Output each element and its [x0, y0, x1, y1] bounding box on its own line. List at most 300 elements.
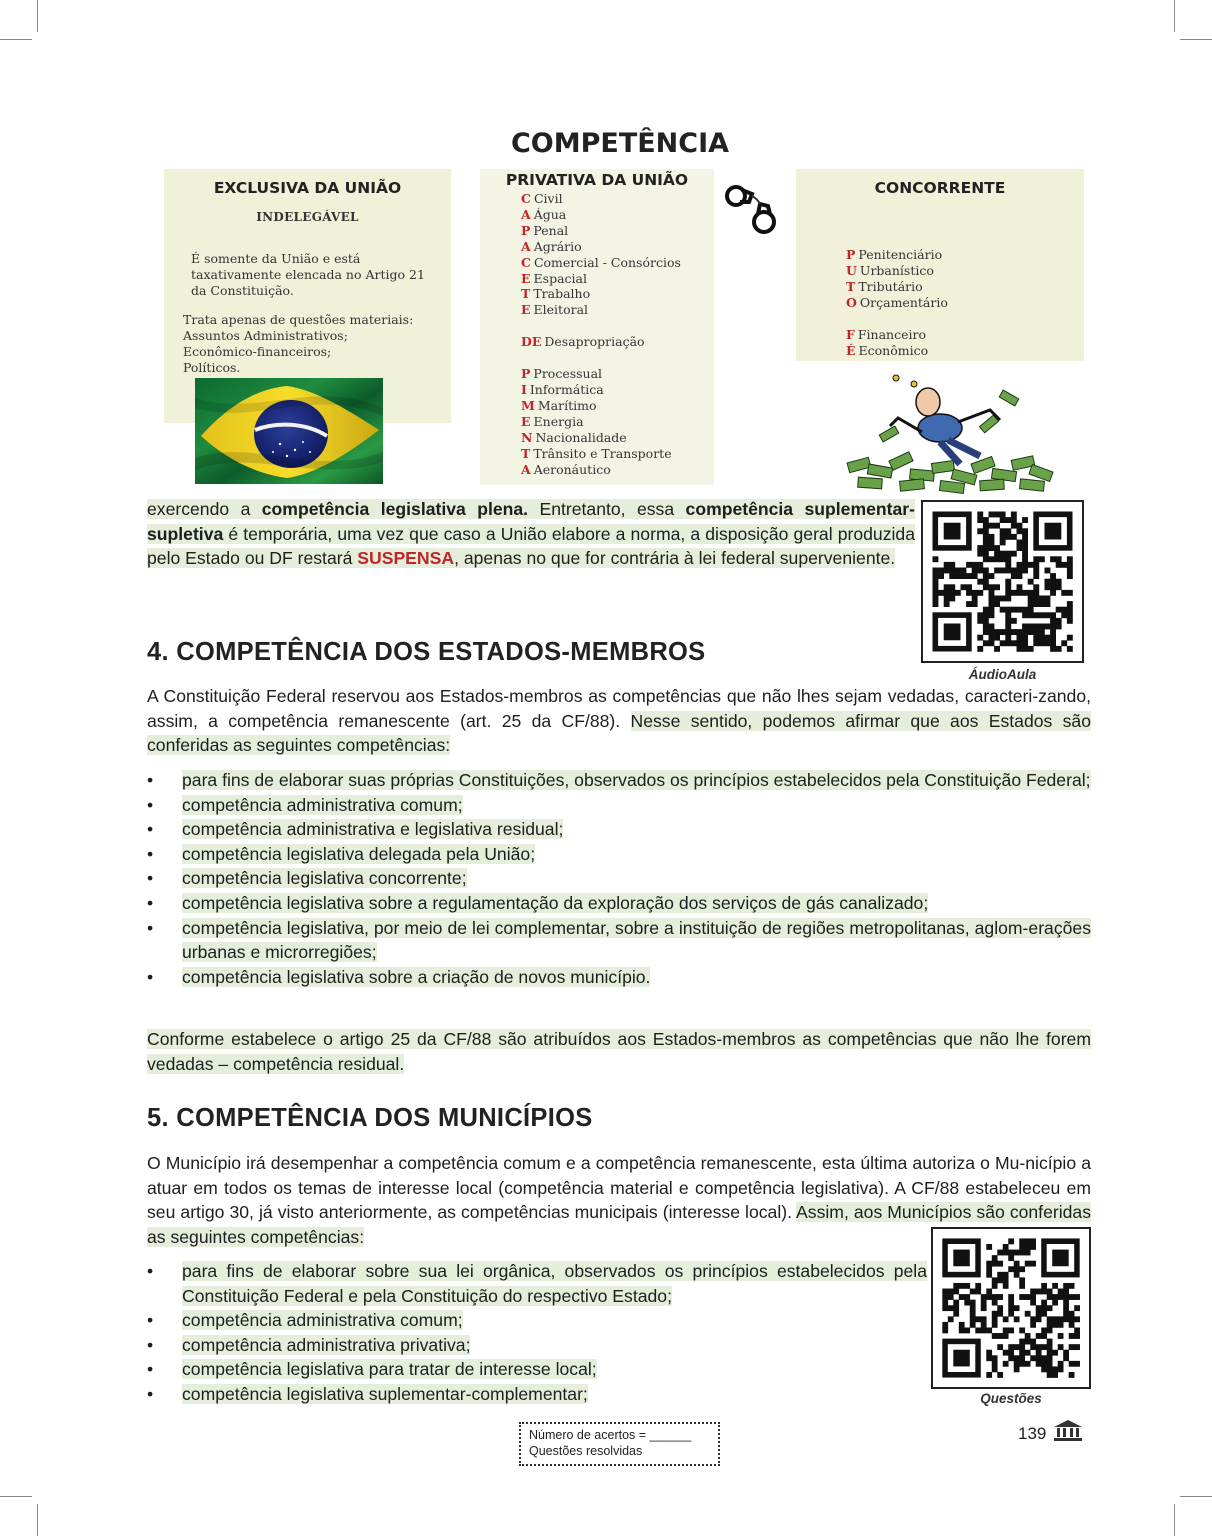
- qr-module: [986, 1266, 992, 1272]
- qr-module: [1033, 612, 1039, 618]
- qr-module: [992, 1294, 998, 1300]
- qr-module: [1036, 1333, 1042, 1339]
- list-item: [147, 1259, 927, 1308]
- audioaula-qr-code[interactable]: [921, 500, 1084, 663]
- qr-module: [983, 545, 989, 551]
- qr-module: [1069, 1333, 1075, 1339]
- qr-module: [933, 573, 939, 579]
- qr-module: [942, 1305, 948, 1311]
- acronym-item: [521, 302, 714, 318]
- qr-module: [1056, 618, 1062, 624]
- qr-module: [986, 1372, 992, 1378]
- qr-module: [1045, 584, 1051, 590]
- acronym-text: Financeiro: [857, 326, 926, 342]
- qr-module: [1061, 607, 1067, 613]
- qr-module: [983, 629, 989, 635]
- qr-module: [1047, 1350, 1053, 1356]
- qr-module: [1050, 629, 1056, 635]
- qr-module: [1025, 1350, 1031, 1356]
- qr-module: [1056, 624, 1062, 630]
- qr-module: [977, 635, 983, 641]
- qr-module: [1022, 551, 1028, 557]
- qr-module: [1069, 1372, 1075, 1378]
- qr-module: [1014, 1366, 1020, 1372]
- qr-module: [1067, 590, 1073, 596]
- qr-module: [1003, 1272, 1009, 1278]
- qr-module: [1056, 584, 1062, 590]
- qr-module: [989, 612, 995, 618]
- acronym-letter: E: [521, 302, 531, 318]
- qr-module: [1003, 1333, 1009, 1339]
- qr-module: [1041, 1305, 1047, 1311]
- qr-module: [1063, 1355, 1069, 1361]
- acronym-letter: O: [846, 294, 857, 310]
- acronym-text: Penal: [533, 222, 569, 238]
- qr-module: [983, 528, 989, 534]
- qr-module: [977, 590, 983, 596]
- qr-module: [1003, 1361, 1009, 1367]
- qr-module: [964, 1294, 970, 1300]
- infographic-title: COMPETÊNCIA: [510, 128, 730, 159]
- qr-module: [1000, 568, 1006, 574]
- qr-module: [1050, 612, 1056, 618]
- privativa-panel: [480, 169, 714, 485]
- qr-module: [1039, 601, 1045, 607]
- trata-line: Econômico-financeiros;: [183, 344, 332, 359]
- qr-module: [1030, 1355, 1036, 1361]
- qr-module: [1011, 629, 1017, 635]
- qr-module: [994, 635, 1000, 641]
- acronym-text: Aeronáutico: [533, 461, 611, 477]
- qr-module: [1063, 1305, 1069, 1311]
- qr-module: [1036, 1305, 1042, 1311]
- qr-module: [1063, 1316, 1069, 1322]
- qr-module: [1041, 1333, 1047, 1339]
- qr-module: [1014, 1266, 1020, 1272]
- qr-module: [997, 1372, 1003, 1378]
- qr-module: [1022, 528, 1028, 534]
- qr-module: [1022, 562, 1028, 568]
- acronym-item: [521, 239, 714, 255]
- qr-module: [983, 640, 989, 646]
- qr-module: [1019, 1350, 1025, 1356]
- acronym-text: Comercial - Consórcios: [533, 254, 681, 270]
- acronym-text: Econômico: [858, 342, 929, 358]
- qr-module: [964, 1300, 970, 1306]
- qr-module: [1011, 534, 1017, 540]
- qr-module: [1025, 1311, 1031, 1317]
- qr-module: [986, 1294, 992, 1300]
- acronym-text: Processual: [533, 366, 603, 382]
- acronym-text: Marítimo: [537, 397, 597, 413]
- qr-module: [1033, 562, 1039, 568]
- qr-module: [972, 562, 978, 568]
- list-item-text: competência legislativa, por meio de lei complementar, sobre a instituição de regiões metropolitanas, aglom-erações urbanas e microrregiões;: [182, 917, 1091, 963]
- acronym-letter: A: [521, 206, 531, 222]
- qr-module: [1014, 1344, 1020, 1350]
- qr-module: [1045, 579, 1051, 585]
- list-item: [147, 793, 1091, 818]
- qr-module: [1019, 1327, 1025, 1333]
- qr-module: [1017, 629, 1023, 635]
- qr-module: [1074, 1316, 1080, 1322]
- qr-module: [959, 1294, 965, 1300]
- qr-module: [986, 1289, 992, 1295]
- qr-module: [1005, 640, 1011, 646]
- qr-module: [1017, 646, 1023, 652]
- concorrente-list: [846, 247, 1084, 358]
- qr-module: [1033, 590, 1039, 596]
- qr-module: [1045, 596, 1051, 602]
- qr-module: [1005, 590, 1011, 596]
- qr-module: [1052, 1300, 1058, 1306]
- trata-line: Políticos.: [183, 360, 241, 375]
- qr-module: [989, 640, 995, 646]
- qr-module: [986, 1261, 992, 1267]
- qr-module: [1041, 1355, 1047, 1361]
- qr-module: [1005, 568, 1011, 574]
- book-logo-icon: [1052, 1418, 1084, 1442]
- acronym-letter: C: [521, 191, 531, 206]
- qr-module: [938, 573, 944, 579]
- qr-module: [983, 568, 989, 574]
- qr-module: [972, 590, 978, 596]
- qr-module: [983, 517, 989, 523]
- section-5-heading: 5. COMPETÊNCIA DOS MUNICÍPIOS: [147, 1104, 593, 1132]
- qr-module: [1074, 1333, 1080, 1339]
- qr-module: [966, 584, 972, 590]
- qr-module: [964, 1283, 970, 1289]
- qr-module: [986, 1244, 992, 1250]
- qr-module: [1017, 562, 1023, 568]
- qr-module: [1000, 629, 1006, 635]
- qr-module: [1003, 1277, 1009, 1283]
- qr-module: [972, 568, 978, 574]
- qr-module: [1067, 618, 1073, 624]
- list-item-text: competência legislativa sobre a criação de novos município.: [182, 966, 651, 987]
- qr-module: [1022, 607, 1028, 613]
- list-item: [147, 842, 1091, 867]
- qr-module: [1036, 1350, 1042, 1356]
- qr-module: [997, 1261, 1003, 1267]
- acronym-text: Agrário: [533, 238, 582, 254]
- qr-module: [986, 1272, 992, 1278]
- crop-mark: [0, 39, 32, 40]
- acronym-text: Informática: [529, 382, 604, 398]
- qr-module: [1003, 1316, 1009, 1322]
- qr-module: [1036, 1361, 1042, 1367]
- qr-module: [986, 1355, 992, 1361]
- qr-module: [1067, 635, 1073, 641]
- acronym-item: [521, 223, 714, 239]
- suspensa-highlight: SUSPENSA: [357, 548, 455, 569]
- qr-module: [944, 601, 950, 607]
- qr-module: [994, 512, 1000, 518]
- qr-module: [1011, 551, 1017, 557]
- qr-module: [1069, 1311, 1075, 1317]
- qr-module: [1028, 607, 1034, 613]
- qr-module: [1019, 1266, 1025, 1272]
- qr-module: [959, 1283, 965, 1289]
- qr-module: [944, 596, 950, 602]
- qr-module: [1000, 596, 1006, 602]
- qr-module: [989, 624, 995, 630]
- qr-module: [983, 573, 989, 579]
- acronym-letter: M: [521, 397, 535, 413]
- qr-module: [1005, 528, 1011, 534]
- acronym-item: [521, 462, 714, 478]
- qr-module: [959, 1327, 965, 1333]
- qr-module: [949, 596, 955, 602]
- acronym-letter: P: [521, 222, 531, 238]
- qr-module: [1000, 640, 1006, 646]
- qr-module: [1058, 1333, 1064, 1339]
- list-item: [147, 1333, 927, 1358]
- qr-module: [1052, 1316, 1058, 1322]
- qr-module: [1033, 635, 1039, 641]
- acronym-letter: P: [846, 247, 856, 262]
- qr-module: [994, 584, 1000, 590]
- qr-module: [1000, 528, 1006, 534]
- qr-module: [1050, 640, 1056, 646]
- qr-module: [1008, 1266, 1014, 1272]
- qr-module: [977, 512, 983, 518]
- qr-module: [983, 579, 989, 585]
- qr-module: [1039, 635, 1045, 641]
- qr-module: [1008, 1305, 1014, 1311]
- qr-module: [981, 1305, 987, 1311]
- qr-module: [1030, 1322, 1036, 1328]
- acronym-letter: E: [521, 270, 531, 286]
- qr-module: [1028, 646, 1034, 652]
- qr-module: [1017, 568, 1023, 574]
- qr-module: [1014, 1250, 1020, 1256]
- qr-module: [1058, 1366, 1064, 1372]
- list-item-text: competência legislativa suplementar-complementar;: [182, 1383, 588, 1404]
- qr-module: [1067, 646, 1073, 652]
- qr-module: [955, 568, 961, 574]
- acronym-text: Nacionalidade: [535, 429, 627, 445]
- qr-module: [1017, 545, 1023, 551]
- qr-module: [1067, 601, 1073, 607]
- qr-module: [997, 1294, 1003, 1300]
- qr-module: [983, 551, 989, 557]
- acronym-item: [521, 286, 714, 302]
- qr-module: [1028, 590, 1034, 596]
- crop-mark: [1180, 39, 1212, 40]
- qr-module: [1050, 618, 1056, 624]
- qr-module: [1058, 1289, 1064, 1295]
- audioaula-caption: ÁudioAula: [968, 667, 1037, 682]
- qr-module: [977, 545, 983, 551]
- qr-module: [1041, 1344, 1047, 1350]
- qr-module: [1045, 612, 1051, 618]
- qr-module: [1017, 528, 1023, 534]
- qr-module: [1019, 1294, 1025, 1300]
- qr-module: [992, 1283, 998, 1289]
- page-number: 139: [1018, 1424, 1047, 1443]
- qr-module: [948, 1305, 954, 1311]
- qr-module: [1033, 568, 1039, 574]
- qr-module: [994, 629, 1000, 635]
- qr-module: [1008, 1355, 1014, 1361]
- resolvidas-line: Questões resolvidas: [529, 1444, 643, 1458]
- privativa-list: [521, 191, 714, 478]
- qr-module: [1052, 1350, 1058, 1356]
- qr-module: [1069, 1322, 1075, 1328]
- qr-module: [997, 1305, 1003, 1311]
- qr-module: [1005, 624, 1011, 630]
- qr-module: [955, 590, 961, 596]
- qr-module: [961, 584, 967, 590]
- qr-module: [1014, 1261, 1020, 1267]
- acronym-text: Água: [533, 206, 567, 222]
- acronym-letter: N: [521, 429, 533, 445]
- qr-module: [1039, 612, 1045, 618]
- qr-module: [1052, 1283, 1058, 1289]
- qr-code-icon: [923, 502, 1082, 661]
- qr-module: [972, 601, 978, 607]
- qr-module: [966, 590, 972, 596]
- qr-module: [997, 1344, 1003, 1350]
- qr-module: [1047, 1372, 1053, 1378]
- qr-module: [989, 545, 995, 551]
- qr-module: [977, 568, 983, 574]
- qr-module: [1056, 607, 1062, 613]
- qr-module: [1033, 584, 1039, 590]
- qr-module: [975, 1316, 981, 1322]
- crop-mark: [0, 1496, 32, 1497]
- qr-module: [1033, 629, 1039, 635]
- qr-module: [1063, 1350, 1069, 1356]
- text-span: A Constituição Federal reservou aos Estados-membros as competências que não lhes sejam vedadas, caracteri-zando, assim, a competência remanescente (art. 25 da CF/88).: [147, 686, 1091, 731]
- qr-module: [977, 612, 983, 618]
- qr-module: [953, 1300, 959, 1306]
- qr-module: [1011, 568, 1017, 574]
- qr-module: [949, 584, 955, 590]
- qr-module: [1056, 562, 1062, 568]
- qr-module: [944, 562, 950, 568]
- qr-module: [953, 1283, 959, 1289]
- acronym-letter: A: [521, 238, 531, 254]
- qr-module: [970, 1311, 976, 1317]
- qr-module: [1019, 1344, 1025, 1350]
- questoes-caption: Questões: [980, 1391, 1042, 1406]
- qr-module: [1063, 1289, 1069, 1295]
- qr-module: [948, 1289, 954, 1295]
- qr-module: [992, 1261, 998, 1267]
- questoes-qr-code[interactable]: [931, 1227, 1091, 1389]
- qr-module: [949, 568, 955, 574]
- qr-module: [970, 1289, 976, 1295]
- qr-module: [1005, 635, 1011, 641]
- qr-module: [997, 1277, 1003, 1283]
- qr-module: [1052, 1322, 1058, 1328]
- qr-module: [1008, 1350, 1014, 1356]
- qr-module: [970, 1322, 976, 1328]
- qr-module: [1033, 573, 1039, 579]
- acronym-item: [521, 207, 714, 223]
- qr-module: [1067, 556, 1073, 562]
- qr-module: [1005, 579, 1011, 585]
- qr-module: [942, 1289, 948, 1295]
- qr-module: [994, 601, 1000, 607]
- qr-module: [1022, 517, 1028, 523]
- list-item-text: competência administrativa privativa;: [182, 1334, 471, 1355]
- qr-module: [1058, 1316, 1064, 1322]
- qr-module: [1019, 1339, 1025, 1345]
- qr-module: [1022, 556, 1028, 562]
- highlighted-text: Conforme estabelece o artigo 25 da CF/88 são atribuídos aos Estados-membros as competências que não lhe forem vedadas – competência residual.: [147, 1029, 1091, 1074]
- qr-module: [981, 1294, 987, 1300]
- qr-module: [1022, 568, 1028, 574]
- qr-module: [972, 573, 978, 579]
- acronym-item: [846, 343, 1084, 359]
- crop-mark: [1174, 1504, 1175, 1536]
- acronym-text: Tributário: [858, 278, 923, 294]
- qr-module: [1039, 640, 1045, 646]
- qr-module: [1025, 1261, 1031, 1267]
- qr-module: [966, 562, 972, 568]
- qr-module: [992, 1255, 998, 1261]
- qr-module: [1045, 601, 1051, 607]
- qr-module: [977, 579, 983, 585]
- qr-module: [994, 568, 1000, 574]
- qr-module: [1036, 1289, 1042, 1295]
- qr-module: [975, 1289, 981, 1295]
- section-4-conclusion: [147, 1027, 1091, 1076]
- qr-module: [983, 612, 989, 618]
- qr-module: [1025, 1250, 1031, 1256]
- qr-module: [1019, 1355, 1025, 1361]
- list-item: [147, 1308, 927, 1333]
- qr-module: [972, 596, 978, 602]
- qr-module: [1039, 596, 1045, 602]
- qr-module: [1047, 1294, 1053, 1300]
- qr-module: [983, 624, 989, 630]
- qr-module: [1000, 534, 1006, 540]
- exclusiva-title: EXCLUSIVA DA UNIÃO: [213, 179, 402, 197]
- qr-module: [1067, 573, 1073, 579]
- qr-module: [944, 523, 961, 540]
- qr-module: [1011, 607, 1017, 613]
- text-span: Entretanto, essa: [528, 499, 686, 519]
- qr-module: [1028, 579, 1034, 585]
- qr-module: [1008, 1344, 1014, 1350]
- qr-module: [1045, 640, 1051, 646]
- qr-module: [983, 556, 989, 562]
- qr-module: [933, 590, 939, 596]
- acertos-line: Número de acertos = ______: [529, 1428, 692, 1442]
- acronym-text: Espacial: [533, 270, 587, 286]
- qr-module: [986, 1350, 992, 1356]
- qr-module: [989, 596, 995, 602]
- handcuffs-icon: [722, 178, 784, 240]
- qr-module: [1008, 1250, 1014, 1256]
- qr-module: [989, 573, 995, 579]
- qr-module: [997, 1333, 1003, 1339]
- trata-line: Trata apenas de questões materiais:: [183, 312, 414, 327]
- qr-module: [994, 646, 1000, 652]
- qr-module: [1067, 612, 1073, 618]
- qr-module: [1050, 646, 1056, 652]
- acronym-item: [521, 271, 714, 287]
- acronym-letter: U: [846, 262, 857, 278]
- qr-module: [1019, 1244, 1025, 1250]
- qr-module: [994, 523, 1000, 529]
- qr-module: [1017, 590, 1023, 596]
- qr-module: [953, 1350, 969, 1367]
